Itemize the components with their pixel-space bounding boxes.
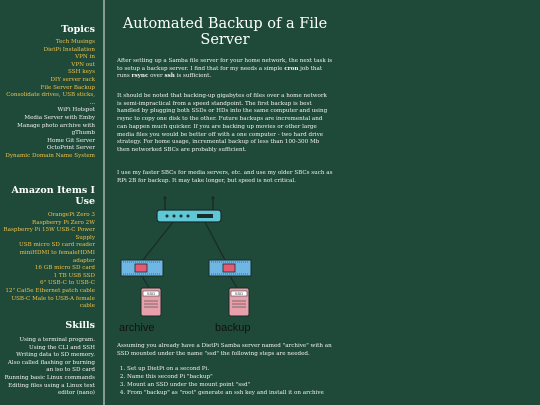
intro-text: is sufficient. bbox=[174, 73, 212, 80]
sbc-paragraph: I use my faster SBCs for media servers, etc. and use my older SBCs such as RPi 2B for backup. It may take longer, but speed is not critical. bbox=[117, 170, 333, 184]
skill-item: Using a terminal program. bbox=[19, 337, 95, 343]
sidebar bbox=[0, 0, 101, 405]
router-icon bbox=[157, 196, 221, 222]
skill-item: an iso to SD card bbox=[46, 367, 95, 374]
intro-text: After setting up a Samba file server for your home network, the next task is to setup a backup server. I find that for my needs a simple bbox=[117, 58, 333, 72]
archive-ssd-label: SSD bbox=[146, 291, 156, 296]
topic-link[interactable]: DietPi Installation bbox=[43, 46, 95, 53]
topic-item: ... bbox=[89, 99, 95, 106]
skill-item: editor (nano) bbox=[57, 390, 95, 397]
intro-text: job that runs bbox=[117, 65, 323, 80]
topic-item: Media Server with Emby bbox=[24, 114, 95, 121]
ssh-term: ssh bbox=[164, 73, 175, 80]
topic-link[interactable]: SSH keys bbox=[68, 69, 95, 76]
archive-ssd-icon bbox=[141, 288, 161, 316]
network-paragraph: It should be noted that backing-up gigabytes of files over a home network is semi-impractical from a speed standpoint. The first backup is best handled by plugging both SSDs or HDs into the same computer and using rsync to copy one disk to the other. Future backups are incremental and can happen much quicker. If you are backing up movies or other large media files you would be better off with a one computer - two hard drive strategy. For home usage, incremental backup of less than 100-300 Mb then networked SBCs are probably sufficient. bbox=[117, 93, 328, 153]
amazon-item-link[interactable]: 1 TB USB SSD bbox=[53, 272, 95, 279]
backup-ssd-label: SSD bbox=[234, 291, 244, 296]
step-item: 1. Set up DietPi on a second Pi. bbox=[127, 366, 333, 374]
steps-list bbox=[117, 366, 333, 398]
amazon-item-link[interactable]: Raspberry Pi 15W USB-C Power bbox=[3, 227, 95, 234]
topic-item: OctoPrint Server bbox=[46, 145, 95, 152]
archive-label: archive bbox=[119, 322, 155, 334]
topic-item: WiFi Hotspot bbox=[57, 107, 95, 114]
amazon-item-link[interactable]: OrangePi Zero 3 bbox=[48, 212, 95, 218]
amazon-heading: Amazon Items I Use bbox=[11, 185, 95, 207]
skill-item: Also called flashing or burning bbox=[7, 359, 95, 366]
amazon-item-link[interactable]: USB-C Male to USB-A female bbox=[11, 295, 95, 302]
skill-item: Editing files using a Linux text bbox=[8, 382, 95, 389]
skill-item: Running basic Linux commands bbox=[4, 374, 95, 381]
page-title: Automated Backup of a File Server bbox=[122, 16, 328, 48]
assumption-paragraph: Assuming you already have a DietPi Samba server named "archive" with an SSD mounted under the name "ssd" the following steps are needed. bbox=[117, 343, 332, 357]
amazon-item-link[interactable]: miniHDMI to femaleHDMI bbox=[19, 249, 95, 256]
skills-heading: Skills bbox=[65, 320, 95, 331]
sidebar-divider bbox=[103, 0, 105, 405]
step-item: 4. From "backup" as "root" generate an ssh key and install it on archive bbox=[127, 390, 333, 398]
amazon-item-link[interactable]: Raspberry Pi Zero 2W bbox=[32, 219, 95, 226]
topic-link[interactable]: DIY server rack bbox=[50, 76, 95, 83]
topic-link[interactable]: VPN out bbox=[71, 61, 95, 68]
amazon-item-link[interactable]: 12" Cat5e Ethernet patch cable bbox=[5, 287, 95, 294]
archive-pi-icon bbox=[121, 260, 163, 276]
amazon-item-link[interactable]: cable bbox=[79, 303, 95, 310]
topic-link[interactable]: Consolidate drives, USB sticks, bbox=[6, 92, 95, 99]
amazon-item-link[interactable]: 6" USB-C to USB-C bbox=[40, 280, 95, 287]
amazon-item-link[interactable]: adapter bbox=[72, 257, 95, 264]
step-item: 2. Name this second Pi "backup" bbox=[127, 374, 333, 382]
amazon-item-link[interactable]: USB micro SD card reader bbox=[19, 242, 95, 249]
topic-link[interactable]: Dynamic Domain Name System bbox=[5, 152, 95, 159]
network-diagram bbox=[117, 190, 333, 335]
backup-pi-icon bbox=[209, 260, 251, 276]
topic-link[interactable]: VPN in bbox=[75, 54, 95, 61]
topics-heading: Topics bbox=[61, 24, 95, 35]
skill-item: Using the CLI and SSH bbox=[29, 344, 95, 351]
amazon-item-link[interactable]: Supply bbox=[75, 234, 95, 241]
main-content bbox=[117, 0, 333, 405]
topic-item: Manage photo archive with bbox=[17, 122, 95, 129]
topic-item: Home Git Server bbox=[47, 137, 95, 144]
backup-label: backup bbox=[215, 322, 251, 334]
intro-paragraph bbox=[117, 58, 333, 81]
intro-text: over bbox=[148, 73, 165, 80]
backup-ssd-icon bbox=[229, 288, 249, 316]
rsync-term: rsync bbox=[131, 73, 149, 80]
cron-term: cron bbox=[284, 65, 299, 72]
topic-link[interactable]: File Server Backup bbox=[40, 84, 95, 91]
amazon-list bbox=[0, 212, 95, 311]
skills-list bbox=[0, 337, 95, 398]
step-item: 3. Mount an SSD under the mount point "ssd" bbox=[127, 382, 333, 390]
topic-item: gThumb bbox=[71, 130, 95, 137]
topics-list bbox=[0, 39, 95, 161]
skill-item: Writing data to SD memory. bbox=[16, 352, 95, 359]
amazon-item-link[interactable]: 16 GB micro SD card bbox=[34, 265, 95, 272]
topic-link[interactable]: Tech Musings bbox=[55, 39, 95, 45]
